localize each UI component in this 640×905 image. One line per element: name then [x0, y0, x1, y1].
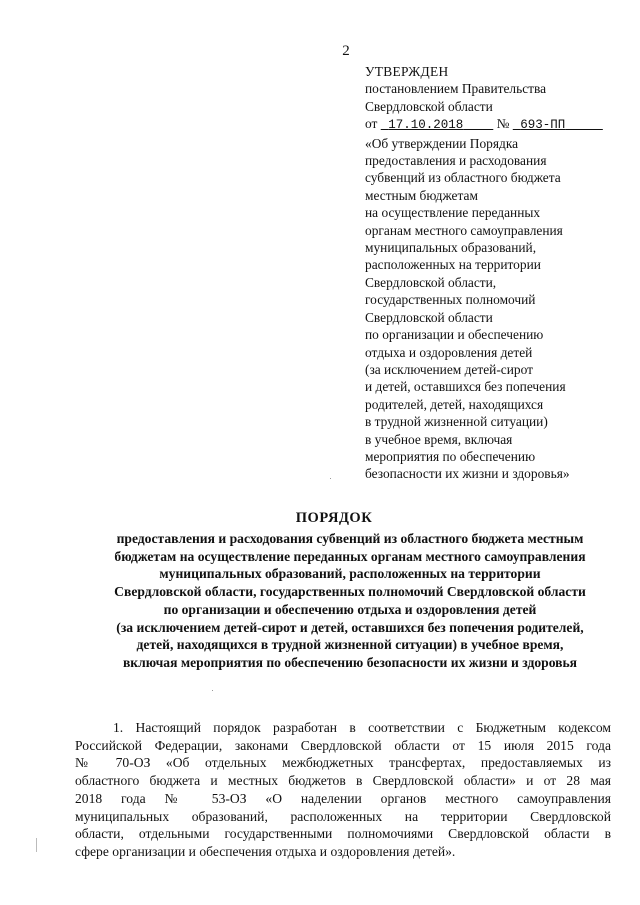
subtitle-line: включая мероприятия по обеспечению безопасности их жизни и здоровья: [122, 654, 578, 670]
document-subtitle: [70, 530, 630, 672]
paragraph-line: муниципальных образований, расположенных на территории Свердловской: [75, 808, 611, 824]
approval-title-line: в трудной жизненной ситуации): [365, 414, 548, 430]
subtitle-line: муниципальных образований, расположенных на территории: [159, 566, 541, 582]
date-prefix: от: [365, 116, 378, 132]
document-heading: ПОРЯДОК: [295, 510, 373, 526]
approval-title-line: безопасности их жизни и здоровья»: [365, 466, 570, 482]
approval-title-line: отдыха и оздоровления детей: [365, 344, 533, 360]
paragraph-line: 1. Настоящий порядок разработан в соответствии с Бюджетным кодексом: [113, 720, 611, 735]
approval-title-line: родителей, детей, находящихся: [365, 396, 544, 412]
subtitle-line: бюджетам на осуществление переданных органам местного самоуправления: [114, 548, 586, 564]
approval-title-line: и детей, оставшихся без попечения: [365, 379, 566, 395]
subtitle-line: Свердловской области, государственных полномочий Свердловской области: [114, 584, 586, 600]
approval-title-line: муниципальных образований,: [365, 240, 537, 256]
page-number: 2: [342, 43, 350, 59]
paragraph-line: Российской Федерации, законами Свердловской области от 15 июля 2015 года: [75, 737, 611, 753]
subtitle-line: предоставления и расходования субвенций из областного бюджета местным: [116, 531, 584, 546]
scan-speck: [330, 478, 331, 479]
approval-block: [365, 63, 625, 483]
subtitle-line: по организации и обеспечению отдыха и оздоровления детей: [163, 601, 537, 617]
approval-title-line: субвенций из областного бюджета: [365, 170, 561, 186]
approval-date-number-line: [365, 115, 625, 134]
paragraph-line: 2018 года № 53-ОЗ «О наделении органов местного самоуправления: [75, 790, 611, 806]
approval-title-line: предоставления и расходования: [365, 153, 547, 169]
approval-title-line: на осуществление переданных: [365, 205, 541, 221]
subtitle-line: (за исключением детей-сирот и детей, оставшихся без попечения родителей,: [116, 619, 584, 635]
paragraph-line: сфере организации и обеспечения отдыха и оздоровления детей».: [75, 843, 456, 859]
approved-word: УТВЕРЖДЕН: [365, 64, 449, 79]
approved-region-line: Свердловской области: [365, 98, 493, 114]
approval-title-line: расположенных на территории: [365, 257, 541, 273]
scan-speck: [212, 690, 213, 691]
scan-speck: [36, 838, 37, 852]
approval-title-line: по организации и обеспечению: [365, 327, 544, 343]
approval-title: [365, 135, 625, 483]
approval-title-line: (за исключением детей-сирот: [365, 361, 533, 377]
approval-title-line: органам местного самоуправления: [365, 222, 563, 238]
approval-title-line: государственных полномочий: [365, 292, 536, 308]
approval-title-line: мероприятия по обеспечению: [365, 448, 536, 464]
approval-title-line: местным бюджетам: [365, 187, 478, 203]
paragraph-line: области, отдельными государственными полномочиями Свердловской области в: [75, 826, 611, 842]
subtitle-line: детей, находящихся в трудной жизненной ситуации) в учебное время,: [136, 637, 564, 653]
paragraph-line: областного бюджета и местных бюджетов в Свердловской области» и от 28 мая: [75, 773, 611, 789]
approval-title-line: в учебное время, включая: [365, 431, 513, 447]
approval-title-line: «Об утверждении Порядка: [365, 135, 519, 151]
approval-date: 17.10.2018: [388, 118, 464, 133]
paragraph-1: [75, 719, 611, 861]
approval-title-line: Свердловской области: [365, 309, 493, 325]
paragraph-line: № 70-ОЗ «Об отдельных межбюджетных трансфертах, предоставляемых из: [75, 755, 611, 771]
number-prefix: №: [496, 116, 510, 132]
approved-by-line: постановлением Правительства: [365, 81, 547, 97]
approval-title-line: Свердловской области,: [365, 274, 497, 290]
approval-number: 693-ПП: [520, 118, 566, 133]
